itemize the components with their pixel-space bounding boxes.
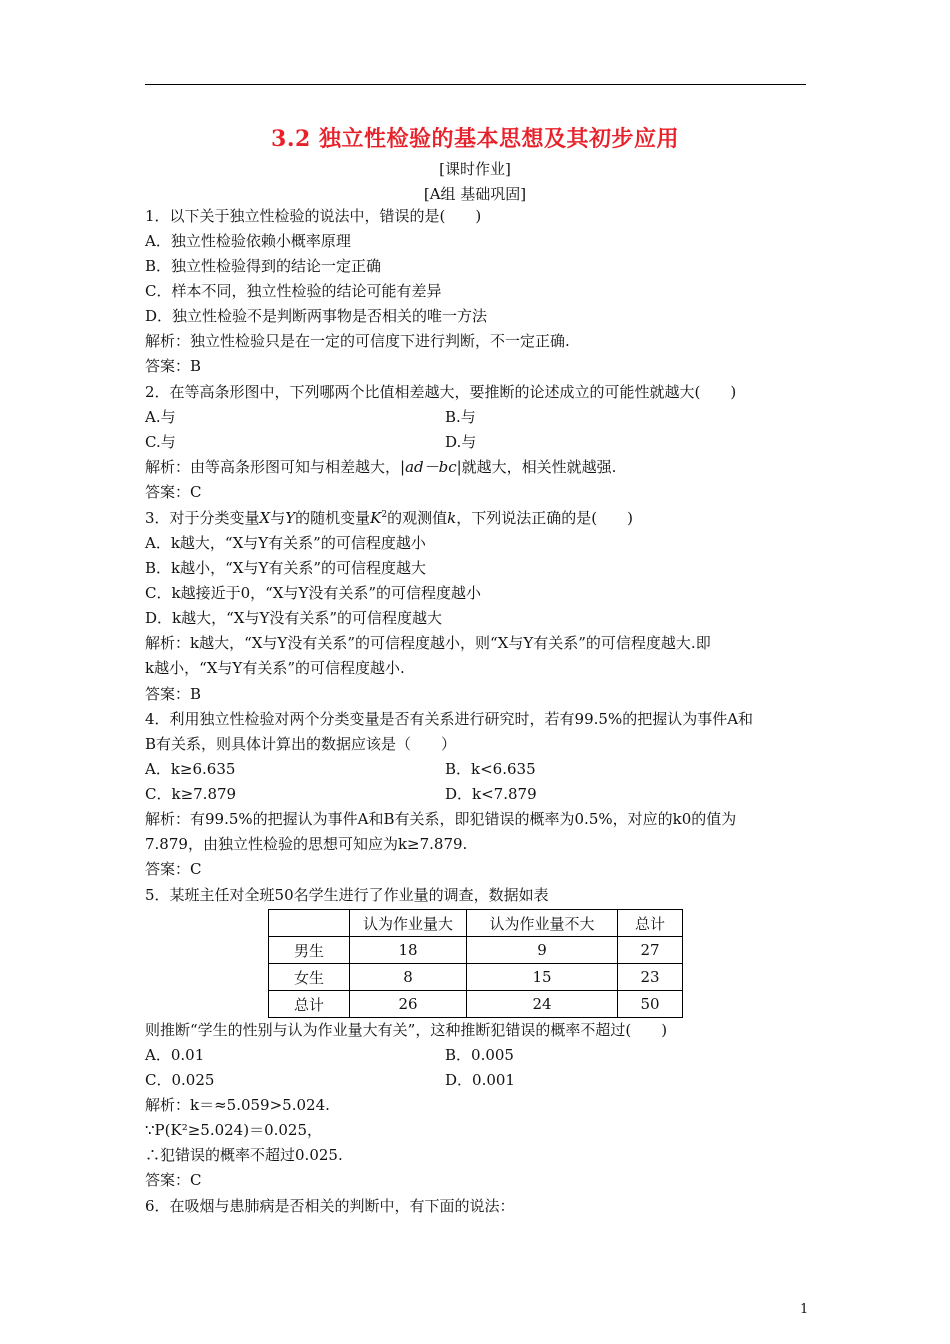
q3-var-x: X xyxy=(259,509,271,527)
q3-analysis-line1: 解析：k越大，“X与Y没有关系”的可信程度越小，则“X与Y有关系”的可信程度越大.即 xyxy=(145,634,711,652)
q4-option-c: C．k≥7.879 xyxy=(145,785,237,803)
q4-stem-line1: 4．利用独立性检验对两个分类变量是否有关系进行研究时，若有99.5%的把握认为事件A和 xyxy=(145,710,754,728)
q2-analysis xyxy=(145,457,616,477)
q2-option-a: A.与 xyxy=(145,408,176,426)
q2-answer: 答案：C xyxy=(145,483,202,501)
q2-analysis-pre: 解析：由等高条形图可知与相差越大， xyxy=(145,458,401,476)
q3-option-a: A．k越大，“X与Y有关系”的可信程度越小 xyxy=(145,534,426,552)
q5-analysis: 解析：k＝≈5.059>5.024. xyxy=(145,1096,330,1114)
table-cell: 50 xyxy=(618,991,683,1018)
q2-option-d: D.与 xyxy=(445,433,477,451)
q5-option-b: B．0.005 xyxy=(445,1046,514,1064)
q4-answer: 答案：C xyxy=(145,860,202,878)
q3-option-c: C．k越接近于0，“X与Y没有关系”的可信程度越小 xyxy=(145,584,482,602)
table-cell: 27 xyxy=(618,937,683,964)
table-cell: 9 xyxy=(467,937,618,964)
table-header-cell: 总计 xyxy=(618,910,683,937)
table-cell: 26 xyxy=(350,991,467,1018)
q2-analysis-math: |ad－bc| xyxy=(400,458,462,476)
q1-option-a: A．独立性检验依赖小概率原理 xyxy=(145,232,351,250)
q5-question: 则推断“学生的性别与认为作业量大有关”，这种推断犯错误的概率不超过( ) xyxy=(145,1021,668,1039)
q2-option-b: B.与 xyxy=(445,408,476,426)
table-cell: 男生 xyxy=(269,937,350,964)
q5-option-c: C．0.025 xyxy=(145,1071,215,1089)
q3-stem-text: 与 xyxy=(270,509,286,527)
q2-option-c: C.与 xyxy=(145,433,176,451)
q3-stem-text: 的随机变量 xyxy=(295,509,371,527)
q3-answer: 答案：B xyxy=(145,685,202,703)
q5-because: ∵P(K²≥5.024)＝0.025， xyxy=(145,1121,323,1139)
q1-stem: 1．以下关于独立性检验的说法中，错误的是( ) xyxy=(145,207,482,225)
table-cell: 女生 xyxy=(269,964,350,991)
q6-stem: 6．在吸烟与患肺病是否相关的判断中，有下面的说法： xyxy=(145,1197,515,1215)
q3-var-y: Y xyxy=(285,509,296,527)
q4-option-b: B．k<6.635 xyxy=(445,760,536,778)
table-row xyxy=(269,964,683,991)
table-header-cell: 认为作业量大 xyxy=(350,910,467,937)
q4-stem-line2: B有关系，则具体计算出的数据应该是（ ） xyxy=(145,735,457,753)
q3-option-b: B．k越小，“X与Y有关系”的可信程度越大 xyxy=(145,559,427,577)
table-cell: 18 xyxy=(350,937,467,964)
q1-option-d: D．独立性检验不是判断两事物是否相关的唯一方法 xyxy=(145,307,488,325)
q1-option-b: B．独立性检验得到的结论一定正确 xyxy=(145,257,382,275)
q5-answer: 答案：C xyxy=(145,1171,202,1189)
section-subtitle: [课时作业] xyxy=(439,160,511,178)
q3-option-d: D．k越大，“X与Y没有关系”的可信程度越大 xyxy=(145,609,443,627)
q4-analysis-line1: 解析：有99.5%的把握认为事件A和B有关系，即犯错误的概率为0.5%，对应的k0的值为 xyxy=(145,810,737,828)
table-header-row xyxy=(269,910,683,937)
group-label: [A组 基础巩固] xyxy=(423,185,527,203)
table-cell: 8 xyxy=(350,964,467,991)
q3-stem-text: 的观测值 xyxy=(387,509,448,527)
q2-analysis-post: 就越大，相关性就越强. xyxy=(461,458,617,476)
q3-stem-text: ，下列说法正确的是( ) xyxy=(456,509,633,527)
q3-stem xyxy=(145,508,633,528)
table-cell: 24 xyxy=(467,991,618,1018)
table-row xyxy=(269,991,683,1018)
table-cell: 23 xyxy=(618,964,683,991)
table-cell: 15 xyxy=(467,964,618,991)
q3-var-k2: K xyxy=(370,509,382,527)
q4-analysis-line2: 7.879，由独立性检验的思想可知应为k≥7.879. xyxy=(145,835,468,853)
q5-option-d: D．0.001 xyxy=(445,1071,515,1089)
page-title: 3.2 独立性检验的基本思想及其初步应用 xyxy=(271,126,679,152)
survey-table xyxy=(268,909,683,1018)
q4-option-d: D．k<7.879 xyxy=(445,785,537,803)
q4-option-a: A．k≥6.635 xyxy=(145,760,236,778)
q3-var-k: k xyxy=(447,509,457,527)
table-header-cell: 认为作业量不大 xyxy=(467,910,618,937)
q3-analysis-line2: k越小，“X与Y有关系”的可信程度越小. xyxy=(145,659,405,677)
q1-analysis: 解析：独立性检验只是在一定的可信度下进行判断，不一定正确. xyxy=(145,332,570,350)
q5-option-a: A．0.01 xyxy=(145,1046,205,1064)
q3-superscript: 2 xyxy=(381,510,388,520)
header-rule xyxy=(145,84,806,85)
table-row xyxy=(269,937,683,964)
q5-stem: 5．某班主任对全班50名学生进行了作业量的调查，数据如表 xyxy=(145,886,549,904)
q5-therefore: ∴犯错误的概率不超过0.025. xyxy=(145,1146,343,1164)
page-number: 1 xyxy=(800,1302,809,1317)
q3-stem-text: 3．对于分类变量 xyxy=(145,509,260,527)
q1-option-c: C．样本不同，独立性检验的结论可能有差异 xyxy=(145,282,442,300)
table-cell: 总计 xyxy=(269,991,350,1018)
table-header-cell xyxy=(269,910,350,937)
q1-answer: 答案：B xyxy=(145,357,202,375)
q2-stem: 2．在等高条形图中，下列哪两个比值相差越大，要推断的论述成立的可能性就越大( ) xyxy=(145,383,737,401)
